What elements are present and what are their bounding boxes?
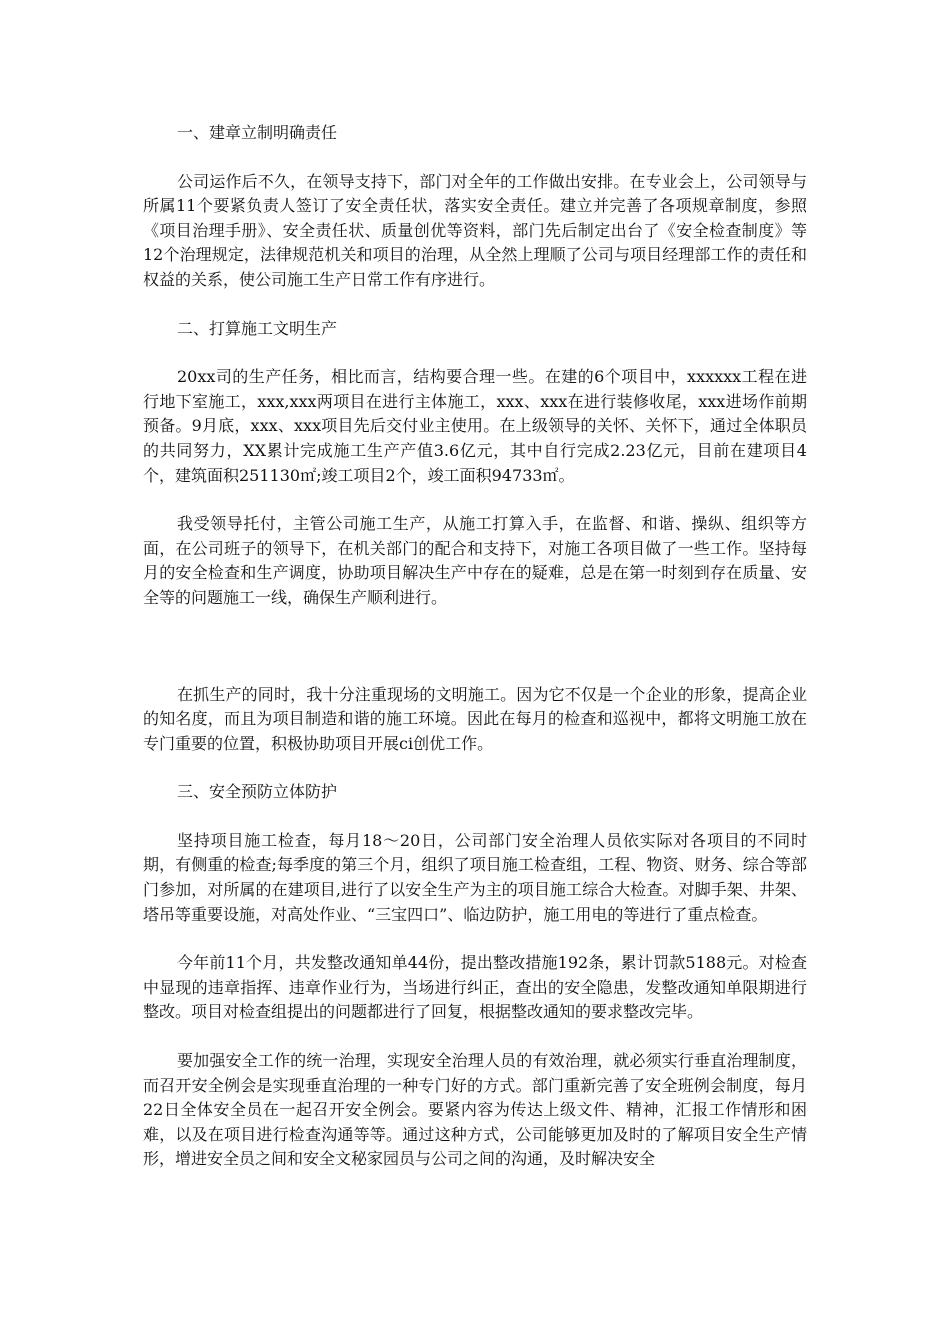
- section-heading-2: 二、打算施工文明生产: [177, 318, 338, 338]
- paragraph: 20xx司的生产任务，相比而言，结构要合理一些。在建的6个项目中，xxxxxx工程在进行地下室施工，xxx,xxx两项目在进行主体施工，xxx、xxx在进行装修收尾，xxx进场作前期预备。9月底，xxx、xxx项目先后交付业主使用。在上级领导的关怀、关怀下，通过全体职员的共同努力，XX累计完成施工生产产值3.6亿元，其中自行完成2.23亿元，目前在建项目4个，建筑面积251130㎡;竣工项目2个，竣工面积94733㎡。: [143, 367, 807, 485]
- paragraph: 坚持项目施工检查，每月18～20日，公司部门安全治理人员依实际对各项目的不同时期，有侧重的检查;每季度的第三个月，组织了项目施工检查组，工程、物资、财务、综合等部门参加，对所属的在建项目,进行了以安全生产为主的项目施工综合大检查。对脚手架、井架、塔吊等重要设施，对高处作业、“三宝四口”、临边防护，施工用电的等进行了重点检查。: [143, 830, 807, 924]
- document-body: [143, 121, 807, 1172]
- paragraph: 要加强安全工作的统一治理，实现安全治理人员的有效治理，就必须实行垂直治理制度，而召开安全例会是实现垂直治理的一种专门好的方式。部门重新完善了安全班例会制度，每月22日全体安全员在一起召开安全例会。要紧内容为传达上级文件、精神，汇报工作情形和困难，以及在项目进行检查沟通等等。通过这种方式，公司能够更加及时的了解项目安全生产情形，增进安全员之间和安全文秘家园员与公司之间的沟通，及时解决安全: [143, 1051, 807, 1169]
- paragraph: 我受领导托付，主管公司施工生产，从施工打算入手，在监督、和谐、操纵、组织等方面，在公司班子的领导下，在机关部门的配合和支持下，对施工各项目做了一些工作。坚持每月的安全检查和生产调度，协助项目解决生产中存在的疑难，总是在第一时刻到存在质量、安全等的问题施工一线，确保生产顺利进行。: [143, 514, 807, 607]
- section-heading-1: 一、建章立制明确责任: [177, 123, 338, 142]
- paragraph: 在抓生产的同时，我十分注重现场的文明施工。因为它不仅是一个企业的形象，提高企业的知名度，而且为项目制造和谐的施工环境。因此在每月的检查和巡视中，都将文明施工放在专门重要的位置，积极协助项目开展ci创优工作。: [143, 684, 807, 753]
- section-heading-3: 三、安全预防立体防护: [177, 782, 338, 802]
- paragraph: 公司运作后不久，在领导支持下，部门对全年的工作做出安排。在专业会上，公司领导与所属11个要紧负责人签订了安全责任状，落实安全责任。建立并完善了各项规章制度，参照《项目治理手册》、安全责任状、质量创优等资料，部门先后制定出台了《安全检查制度》等12个治理规定，法律规范机关和项目的治理，从全然上理顺了公司与项目经理部工作的责任和权益的关系，使公司施工生产日常工作有序进行。: [143, 171, 807, 289]
- paragraph: 今年前11个月，共发整改通知单44份，提出整改措施192条，累计罚款5188元。对检查中显现的违章指挥、违章作业行为，当场进行纠正，查出的安全隐患，发整改通知单限期进行整改。项目对检查组提出的问题都进行了回复，根据整改通知的要求整改完毕。: [143, 953, 807, 1022]
